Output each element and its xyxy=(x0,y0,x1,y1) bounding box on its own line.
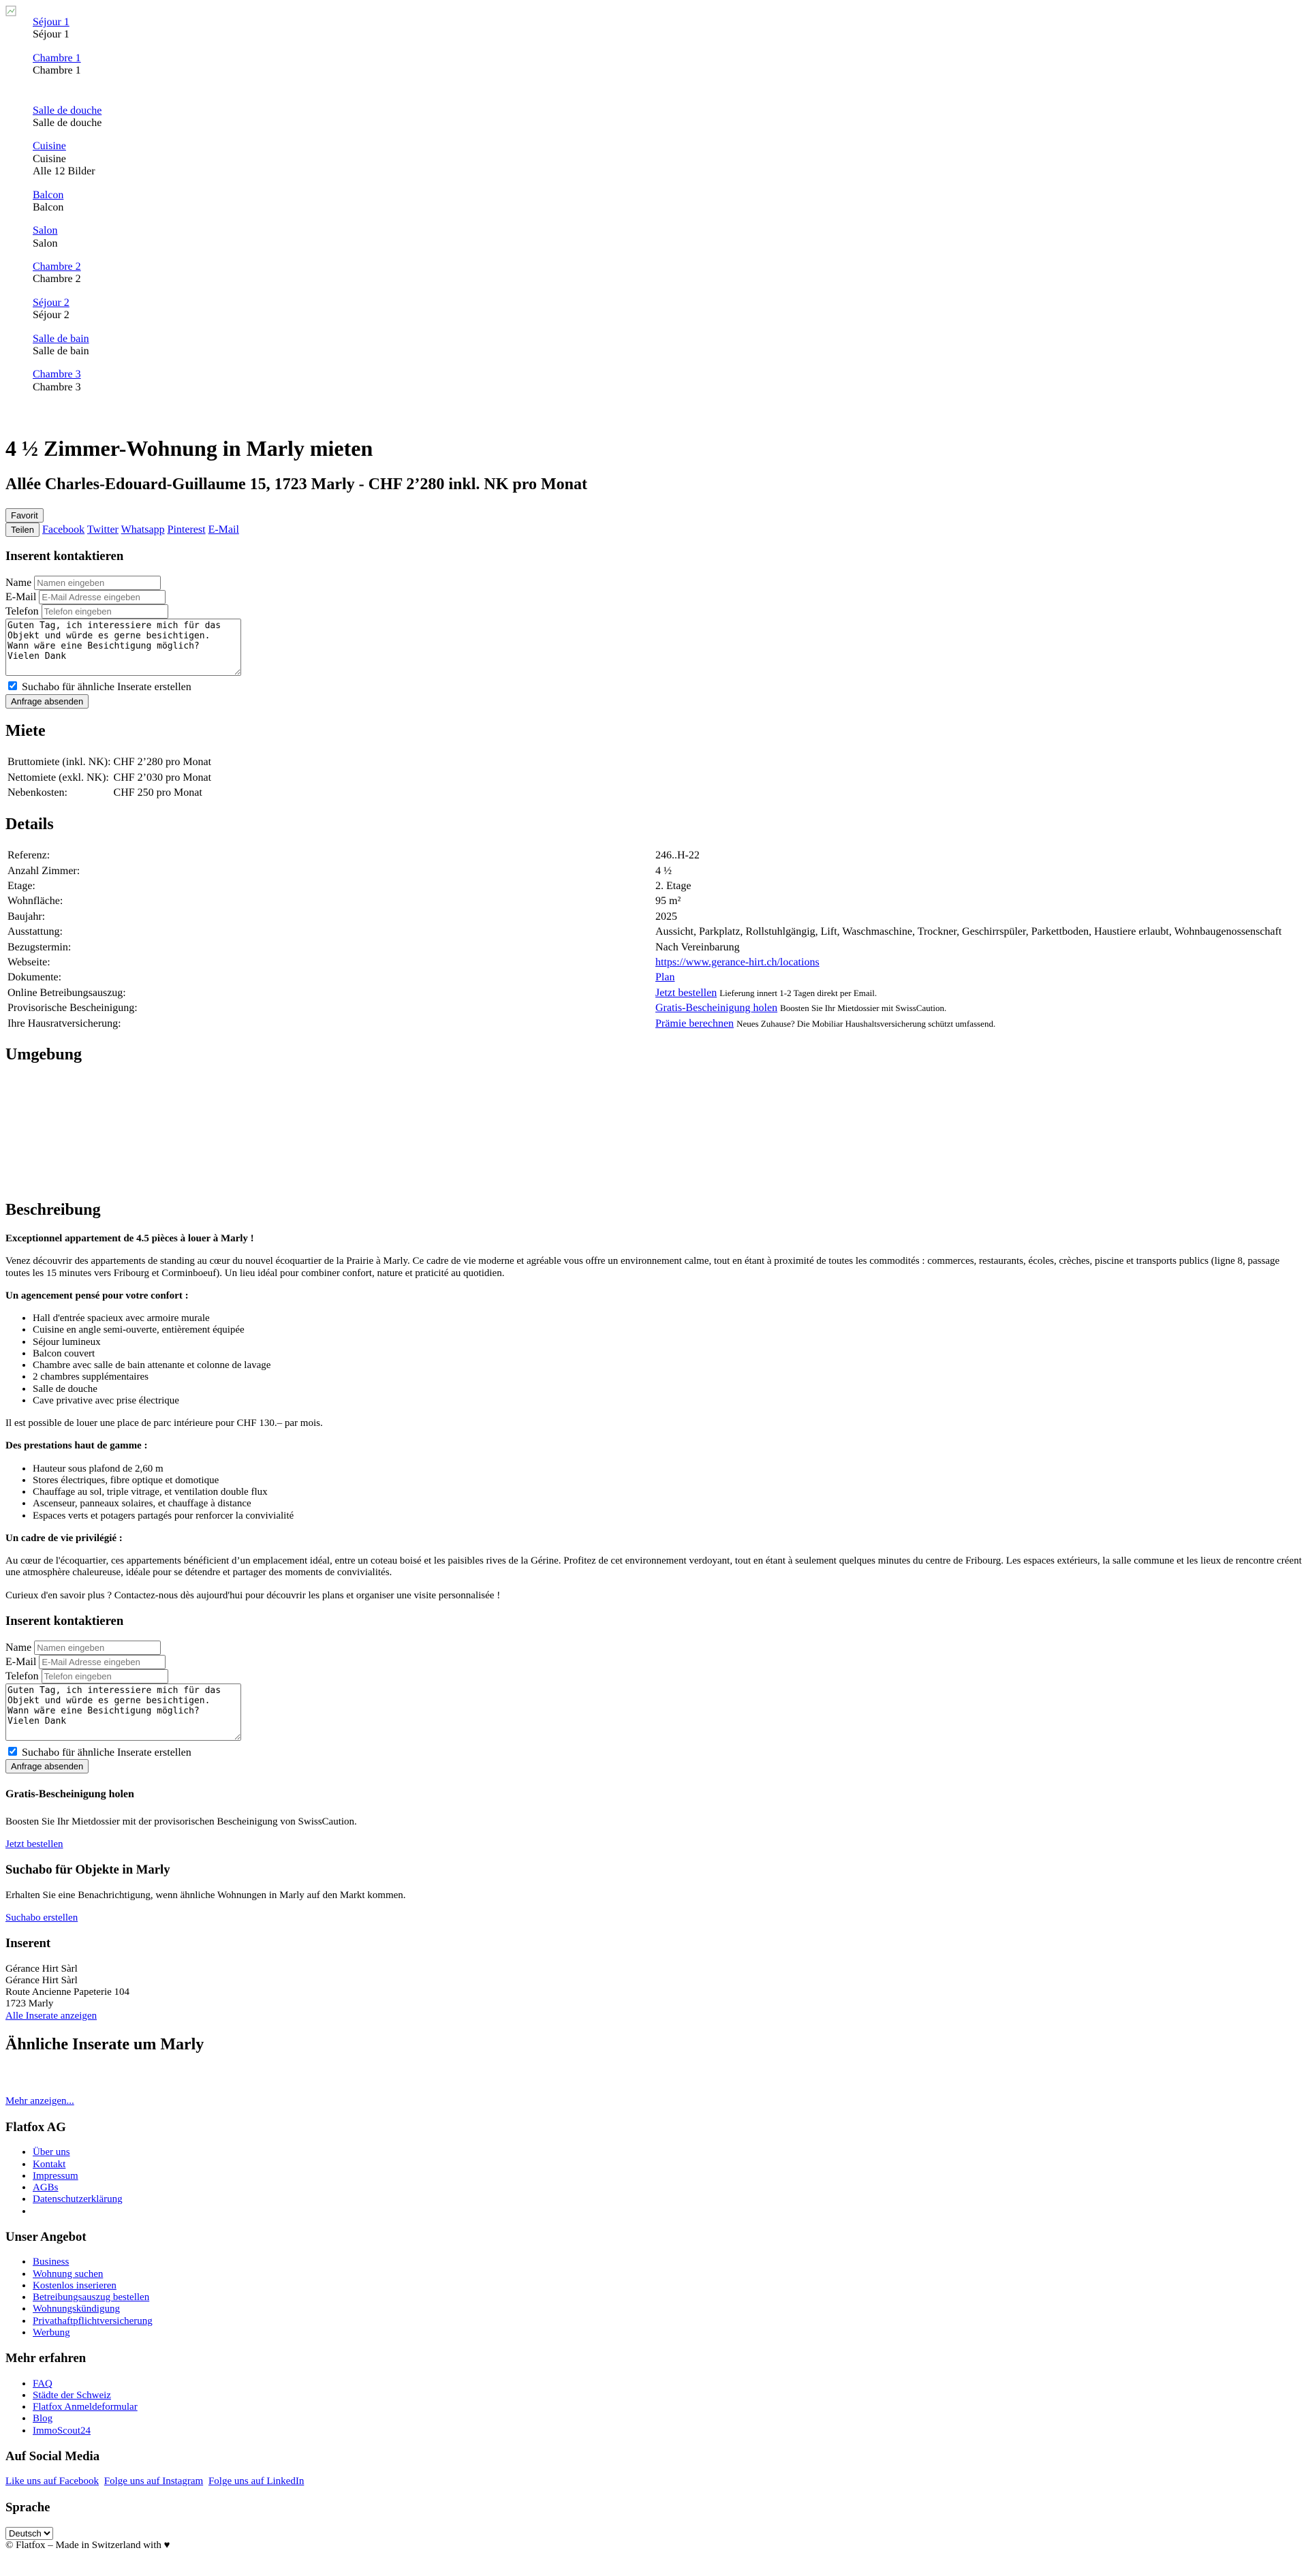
similar-listings xyxy=(5,2068,1303,2095)
rent-label: Nebenkosten: xyxy=(7,787,67,799)
description-intro: Venez découvrir des appartements de standing au cœur du nouvel écoquartier de la Prairie à Marly. Ce cadre de vie moderne et agréable vous offre un environnement calme, tout en étant à proximité de toutes les commodités : commerces, restaurants, écoles, crèches, piscine et transports publics (ligne 8, passage toutes les 15 minutes vers Fribourg et Corminboeuf). Un lieu idéal pour combiner confort, nature et praticité au quotidien. xyxy=(5,1256,1280,1279)
email-input[interactable] xyxy=(39,590,166,604)
name-label: Name xyxy=(5,577,32,589)
message-textarea[interactable] xyxy=(5,619,241,676)
gallery-item xyxy=(33,52,1303,78)
insurance-note: Neues Zuhause? Die Mobiliar Haushaltsversicherung schützt umfassend. xyxy=(736,1018,996,1029)
list-item: • Séjour lumineux xyxy=(33,1337,1303,1348)
parking-text: Il est possible de louer une place de parc intérieure pour CHF 130.– par mois. xyxy=(5,1418,323,1429)
detail-label: Ausstattung: xyxy=(7,926,63,938)
gallery-caption: Cuisine xyxy=(33,153,66,165)
show-more-link[interactable]: Mehr anzeigen... xyxy=(5,2096,74,2107)
footer xyxy=(5,2120,1303,2552)
table-row xyxy=(7,865,1301,878)
share-email-link[interactable]: E-Mail xyxy=(208,523,239,536)
name-label: Name xyxy=(5,1642,32,1654)
gallery-caption: Séjour 2 xyxy=(33,309,69,322)
gallery-caption: Balcon xyxy=(33,201,64,213)
table-row xyxy=(7,941,1301,955)
advertiser-name: Gérance Hirt Sàrl xyxy=(5,1974,78,1986)
rent-heading: Miete xyxy=(5,721,46,740)
listing-title: 4 ½ Zimmer-Wohnung in Marly mieten xyxy=(5,436,373,461)
surroundings-map[interactable] xyxy=(5,1078,1303,1188)
language-select[interactable] xyxy=(5,2527,53,2540)
gallery-image[interactable]: Salle de douche xyxy=(33,104,102,117)
submit-button[interactable]: Anfrage absenden xyxy=(5,694,89,709)
message-textarea[interactable] xyxy=(5,1683,241,1741)
footer-link-about[interactable]: Über uns xyxy=(33,2147,70,2158)
email-label: E-Mail xyxy=(5,1656,37,1669)
advertiser-street: Route Ancienne Papeterie 104 xyxy=(5,1987,130,1998)
setting-text: Au cœur de l'écoquartier, ces appartements bénéficient d’un emplacement idéal, entre un coteau boisé et les paisibles rives de la Gérine. Profitez de cet environnement verdoyant, tout en étant à seulement quelques minutes du centre de Fribourg. Les espaces extérieurs, la salle commune et les lieux de rencontre créent une atmosphère chaleureuse, idéale pour se détendre et partager des moments de convivialités. xyxy=(5,1555,1302,1579)
name-input[interactable] xyxy=(34,1641,161,1655)
table-row xyxy=(7,895,1301,908)
detail-label: Dokumente: xyxy=(7,972,62,984)
social-links xyxy=(5,2476,1303,2487)
website-link[interactable]: https://www.gerance-hirt.ch/locations xyxy=(655,956,820,968)
list-item: • Cuisine en angle semi-ouverte, entièrement équipée xyxy=(33,1324,1303,1336)
certificate-heading: Gratis-Bescheinigung holen xyxy=(5,1788,134,1801)
all-images-link[interactable]: Alle 12 Bilder xyxy=(33,166,95,178)
detail-label: Anzahl Zimmer: xyxy=(7,865,80,877)
facebook-link[interactable] xyxy=(5,2476,99,2487)
contact-form-top xyxy=(5,549,1303,709)
table-row xyxy=(7,880,1301,893)
contact-heading: Inserent kontaktieren xyxy=(5,548,124,563)
rent-value: CHF 2’030 pro Monat xyxy=(113,771,212,783)
similar-heading: Ähnliche Inserate um Marly xyxy=(5,2035,204,2053)
certificate-text: Boosten Sie Ihr Mietdossier mit der provisorischen Bescheinigung von SwissCaution. xyxy=(5,1816,357,1827)
detail-label: Ihre Hausratversicherung: xyxy=(7,1017,121,1029)
contact-heading: Inserent kontaktieren xyxy=(5,1613,124,1628)
phone-input[interactable] xyxy=(42,604,168,619)
table-row xyxy=(7,971,1301,984)
table-row xyxy=(7,786,212,800)
footer-social-heading: Auf Social Media xyxy=(5,2449,100,2464)
footer-link-privacy[interactable]: Datenschutzerklärung xyxy=(33,2194,123,2205)
contact-form-bottom xyxy=(5,1614,1303,1773)
detail-value: 4 ½ xyxy=(655,865,672,877)
gallery-item xyxy=(33,261,1303,286)
description-body xyxy=(5,1233,1303,1602)
description-intro-bold: Exceptionnel appartement de 4.5 pièces à louer à Marly ! xyxy=(5,1233,254,1245)
footer-link-immoscout[interactable]: ImmoScout24 xyxy=(33,2425,91,2436)
rent-label: Nettomiete (exkl. NK): xyxy=(7,771,109,783)
detail-label: Provisorische Bescheinigung: xyxy=(7,1002,138,1014)
detail-value: Aussicht, Parkplatz, Rollstuhlgängig, Lift, Waschmaschine, Trockner, Geschirrspüler, Parkettboden, Haustiere erlaubt, Wohnbaugenossenschaft xyxy=(655,926,1282,938)
rent-table xyxy=(5,754,213,801)
gallery-image[interactable]: Cuisine xyxy=(33,140,66,153)
footer-link-cities[interactable]: Städte der Schweiz xyxy=(33,2389,111,2401)
table-row xyxy=(7,925,1301,939)
phone-input[interactable] xyxy=(42,1669,168,1683)
share-button[interactable]: Teilen xyxy=(5,523,40,537)
listing-subtitle: Allée Charles-Edouard-Guillaume 15, 1723 Marly - CHF 2’280 inkl. NK pro Monat xyxy=(5,476,587,493)
advertiser-heading: Inserent xyxy=(5,1936,51,1951)
gallery-image[interactable]: Séjour 1 xyxy=(33,16,69,28)
footer-link-business[interactable]: Business xyxy=(33,2256,69,2268)
detail-label: Referenz: xyxy=(7,850,50,862)
table-row xyxy=(7,771,212,785)
footer-link-advertise-free[interactable]: Kostenlos inserieren xyxy=(33,2280,116,2291)
gallery-link[interactable] xyxy=(33,189,63,201)
gallery-caption: Chambre 3 xyxy=(33,381,81,393)
order-extract-link[interactable]: Jetzt bestellen xyxy=(655,987,717,999)
details-table xyxy=(5,848,1303,1032)
advertiser-box xyxy=(5,1936,1303,2022)
gallery-image[interactable]: Balcon xyxy=(33,189,64,201)
gallery-caption: Salle de douche xyxy=(33,117,102,129)
email-label: E-Mail xyxy=(5,591,37,604)
gallery-image[interactable]: Chambre 1 xyxy=(33,52,81,64)
detail-value: 246..H-22 xyxy=(655,850,700,862)
table-row xyxy=(7,1017,1301,1031)
subscribe-checkbox[interactable] xyxy=(8,1747,17,1756)
search-subscription-box xyxy=(5,1863,1303,1924)
rent-value: CHF 2’280 pro Monat xyxy=(113,756,212,769)
gallery-link[interactable] xyxy=(33,16,69,28)
share-facebook-link[interactable]: Facebook xyxy=(42,523,85,536)
footer-more-links xyxy=(5,2378,1303,2437)
details-heading: Details xyxy=(5,815,54,833)
gallery-item xyxy=(33,297,1303,322)
cta-text: Curieux d'en savoir plus ? Contactez-nous dès aujourd'hui pour découvrir les plans et organiser une visite personnalisée ! xyxy=(5,1589,501,1601)
list-item: • Hall d'entrée spacieux avec armoire murale xyxy=(33,1313,1303,1324)
gallery-caption: Séjour 1 xyxy=(33,29,69,41)
advertiser-logo: Gérance Hirt Sàrl xyxy=(5,1963,78,1974)
footer-link-ads[interactable]: Werbung xyxy=(33,2327,70,2338)
certificate-order-link[interactable]: Jetzt bestellen xyxy=(5,1838,63,1850)
list-item: • Chambre avec salle de bain attenante et colonne de lavage xyxy=(33,1360,1303,1371)
table-row xyxy=(7,849,1301,863)
subscribe-checkbox[interactable] xyxy=(8,681,17,690)
table-row xyxy=(7,910,1301,924)
footer-offer-links xyxy=(5,2256,1303,2339)
broken-image-icon xyxy=(5,5,16,16)
surroundings-heading: Umgebung xyxy=(5,1045,82,1064)
favorite-button[interactable]: Favorit xyxy=(5,508,44,523)
instagram-icon: Folge uns auf Instagram xyxy=(104,2476,204,2487)
gallery-image[interactable]: Salle de bain xyxy=(33,332,89,345)
instagram-link[interactable] xyxy=(104,2476,203,2487)
detail-label: Bezugstermin: xyxy=(7,941,72,953)
description-heading: Beschreibung xyxy=(5,1200,101,1219)
gallery-item xyxy=(33,189,1303,215)
certificate-note: Boosten Sie Ihr Mietdossier mit SwissCaution. xyxy=(780,1003,947,1014)
footer-link-termination[interactable]: Wohnungskündigung xyxy=(33,2303,120,2315)
certificate-box xyxy=(5,1788,1303,1850)
rent-value: CHF 250 pro Monat xyxy=(113,787,202,799)
detail-label: Webseite: xyxy=(7,956,50,968)
list-item xyxy=(33,2206,1303,2218)
list-item: • Stores électriques, fibre optique et domotique xyxy=(33,1475,1303,1487)
linkedin-icon: Folge uns auf LinkedIn xyxy=(208,2476,305,2487)
phone-label: Telefon xyxy=(5,606,39,618)
gallery-link[interactable] xyxy=(33,225,57,236)
phone-label: Telefon xyxy=(5,1671,39,1683)
footer-link-blog[interactable]: Blog xyxy=(33,2413,53,2425)
share-pinterest-link[interactable]: Pinterest xyxy=(167,523,206,536)
gallery-image[interactable]: Chambre 2 xyxy=(33,261,81,273)
footer-link-terms[interactable]: AGBs xyxy=(33,2182,59,2194)
detail-value: 2. Etage xyxy=(655,880,691,893)
footer-company-links xyxy=(5,2147,1303,2218)
logo[interactable] xyxy=(5,5,16,16)
subscribe-label: Suchabo für ähnliche Inserate erstellen xyxy=(22,681,191,694)
gallery-caption: Chambre 2 xyxy=(33,273,81,285)
table-row xyxy=(7,987,1301,1000)
list-item: • Espaces verts et potagers partagés pour renforcer la convivialité xyxy=(33,1510,1303,1522)
name-input[interactable] xyxy=(34,576,161,590)
gallery-item xyxy=(33,16,1303,42)
list-item: • Balcon couvert xyxy=(33,1348,1303,1360)
gallery-link[interactable] xyxy=(33,333,89,345)
gallery-image[interactable]: Salon xyxy=(33,225,58,237)
linkedin-link[interactable] xyxy=(208,2476,304,2487)
footer-link-imprint[interactable]: Impressum xyxy=(33,2170,78,2182)
features-heading: Des prestations haut de gamme : xyxy=(5,1440,148,1452)
gallery-link[interactable] xyxy=(33,297,69,309)
listing-actions xyxy=(5,508,1303,537)
list-item: • Ascenseur, panneaux solaires, et chauffage à distance xyxy=(33,1498,1303,1510)
list-item: • Hauteur sous plafond de 2,60 m xyxy=(33,1463,1303,1475)
gallery-item xyxy=(33,225,1303,250)
footer-offer-heading: Unser Angebot xyxy=(5,2229,87,2244)
features-list xyxy=(5,1463,1303,1522)
all-listings-link[interactable]: Alle Inserate anzeigen xyxy=(5,2010,97,2021)
setting-heading: Un cadre de vie privilégié : xyxy=(5,1532,123,1544)
create-search-sub-link[interactable]: Suchabo erstellen xyxy=(5,1912,78,1923)
footer-link-form[interactable]: Flatfox Anmeldeformular xyxy=(33,2402,138,2413)
gallery-link[interactable] xyxy=(33,140,66,152)
image-gallery xyxy=(5,16,1303,394)
list-item: • 2 chambres supplémentaires xyxy=(33,1371,1303,1383)
extract-note: Lieferung innert 1-2 Tagen direkt per Email. xyxy=(719,987,877,998)
footer-language-heading: Sprache xyxy=(5,2500,50,2515)
plan-document-link[interactable]: Plan xyxy=(655,972,675,984)
gallery-caption: Chambre 1 xyxy=(33,65,81,77)
advertiser-city: 1723 Marly xyxy=(5,1998,54,2010)
detail-label: Baujahr: xyxy=(7,910,46,922)
detail-value: Nach Vereinbarung xyxy=(655,941,740,953)
subscribe-label: Suchabo für ähnliche Inserate erstellen xyxy=(22,1746,191,1758)
footer-link-contact[interactable]: Kontakt xyxy=(33,2158,66,2170)
footer-link-extract[interactable]: Betreibungsauszug bestellen xyxy=(33,2292,150,2303)
email-input[interactable] xyxy=(39,1655,166,1669)
footer-more-heading: Mehr erfahren xyxy=(5,2351,87,2366)
gallery-item xyxy=(33,105,1303,130)
share-twitter-link[interactable]: Twitter xyxy=(87,523,119,536)
footer-link-faq[interactable]: FAQ xyxy=(33,2378,52,2389)
list-item: • Cave privative avec prise électrique xyxy=(33,1395,1303,1407)
copyright: © Flatfox – Made in Switzerland with ♥ xyxy=(5,2540,170,2551)
layout-heading: Un agencement pensé pour votre confort : xyxy=(5,1290,189,1301)
footer-link-search[interactable]: Wohnung suchen xyxy=(33,2268,104,2280)
gallery-image[interactable]: Chambre 3 xyxy=(33,369,81,381)
gallery-item xyxy=(33,369,1303,394)
detail-label: Online Betreibungsauszug: xyxy=(7,987,126,999)
share-whatsapp-link[interactable]: Whatsapp xyxy=(121,523,165,536)
facebook-icon: Like uns auf Facebook xyxy=(5,2476,99,2487)
detail-label: Wohnfläche: xyxy=(7,895,63,907)
list-item: • Chauffage au sol, triple vitrage, et ventilation double flux xyxy=(33,1487,1303,1498)
list-item: • Salle de douche xyxy=(33,1384,1303,1395)
certificate-link[interactable]: Gratis-Bescheinigung holen xyxy=(655,1002,778,1014)
gallery-link[interactable] xyxy=(33,369,81,380)
layout-list xyxy=(5,1313,1303,1407)
search-sub-heading: Suchabo für Objekte in Marly xyxy=(5,1863,170,1878)
rent-label: Bruttomiete (inkl. NK): xyxy=(7,756,111,769)
footer-company-heading: Flatfox AG xyxy=(5,2120,66,2135)
gallery-link[interactable] xyxy=(33,52,81,64)
gallery-item xyxy=(33,140,1303,178)
gallery-caption: Salle de bain xyxy=(33,345,89,358)
search-sub-text: Erhalten Sie eine Benachrichtigung, wenn ähnliche Wohnungen in Marly auf den Markt kommen. xyxy=(5,1889,406,1901)
gallery-image[interactable]: Séjour 2 xyxy=(33,296,69,309)
table-row xyxy=(7,956,1301,969)
gallery-link[interactable] xyxy=(33,261,81,273)
detail-label: Etage: xyxy=(7,880,35,893)
detail-value: 95 m² xyxy=(655,895,681,907)
gallery-item xyxy=(33,333,1303,358)
insurance-link[interactable]: Prämie berechnen xyxy=(655,1017,734,1029)
gallery-link[interactable] xyxy=(33,105,102,117)
table-row xyxy=(7,1002,1301,1015)
footer-link-liability[interactable]: Privathaftpflichtversicherung xyxy=(33,2315,153,2327)
submit-button[interactable]: Anfrage absenden xyxy=(5,1759,89,1773)
gallery-caption: Salon xyxy=(33,237,58,249)
table-row xyxy=(7,756,212,769)
detail-value: 2025 xyxy=(655,910,677,922)
